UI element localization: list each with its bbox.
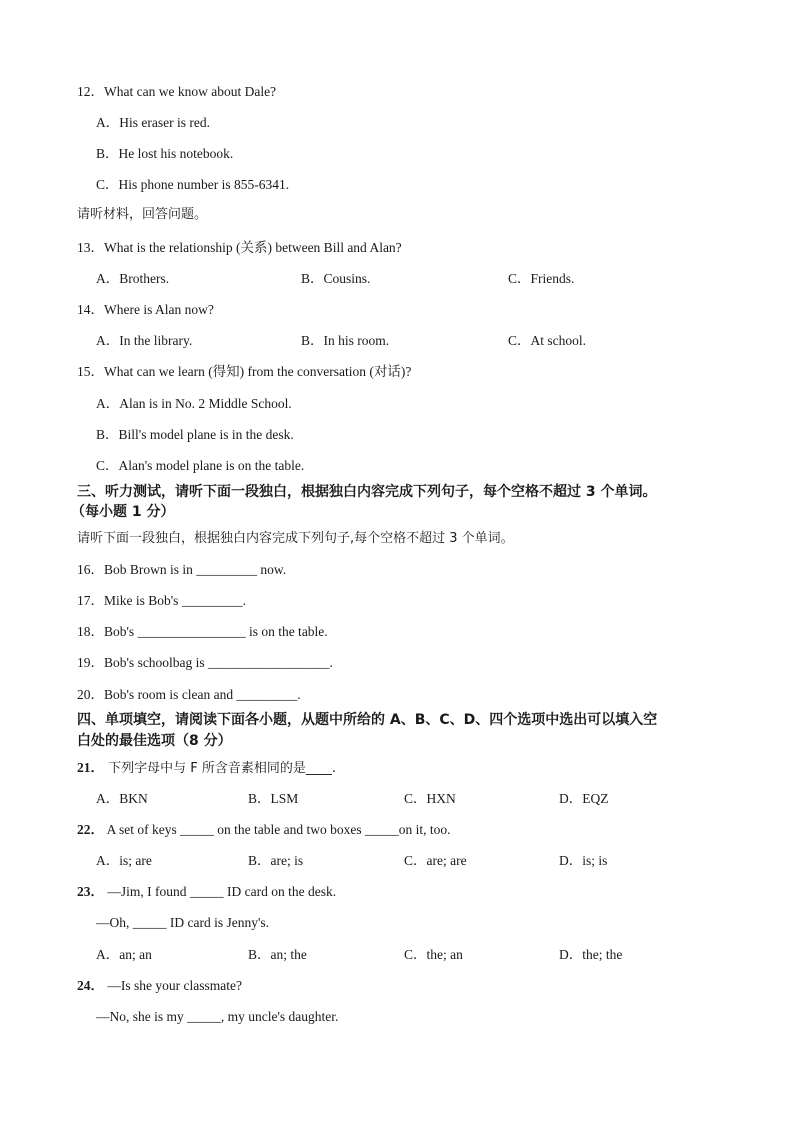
question-24-stem: —Is she your classmate? xyxy=(104,978,242,993)
question-12-stem: 12．What can we know about Dale? xyxy=(77,84,277,99)
question-22-option-a: A．is; are xyxy=(96,853,152,868)
question-15-option-c: C．Alan's model plane is on the table. xyxy=(96,458,305,473)
question-22-option-c: C．are; are xyxy=(404,853,467,868)
question-23-stem-line xyxy=(77,883,336,901)
question-23-number: 23． xyxy=(77,884,104,899)
question-12-option-b: B．He lost his notebook. xyxy=(96,146,234,161)
question-21-option-d: D．EQZ xyxy=(559,791,609,806)
question-21-stem-line xyxy=(77,759,336,778)
question-17: 17．Mike is Bob's _________. xyxy=(77,593,246,608)
question-24-number: 24． xyxy=(77,978,104,993)
question-14-stem: 14．Where is Alan now? xyxy=(77,302,214,317)
question-23-option-d: D．the; the xyxy=(559,947,623,962)
question-14-option-a: A．In the library. xyxy=(96,333,193,348)
section-4-heading-line1: 四、单项填空，请阅读下面各小题，从题中所给的 A、B、C、D、四个选项中选出可以填入空 xyxy=(77,712,658,728)
question-24-reply: —No, she is my _____, my uncle's daughter. xyxy=(96,1009,339,1024)
question-21-number: 21． xyxy=(77,760,104,775)
question-14-option-c: C．At school. xyxy=(508,333,587,348)
question-12-option-a: A．His eraser is red. xyxy=(96,115,210,130)
question-15-option-b: B．Bill's model plane is in the desk. xyxy=(96,427,294,442)
question-13-option-c: C．Friends. xyxy=(508,271,575,286)
question-21-option-a: A．BKN xyxy=(96,791,148,806)
question-23-option-a: A．an; an xyxy=(96,947,152,962)
question-22-stem-line xyxy=(77,821,450,839)
question-23-option-b: B．an; the xyxy=(248,947,307,962)
section-3-heading-line2: （每小题 1 分） xyxy=(71,504,175,520)
question-13-option-b: B．Cousins. xyxy=(301,271,371,286)
section-3-heading-line1: 三、听力测试，请听下面一段独白，根据独白内容完成下列句子，每个空格不超过 3 个单词。 xyxy=(77,484,657,500)
question-13-option-a: A．Brothers. xyxy=(96,271,170,286)
question-21-option-c: C．HXN xyxy=(404,791,456,806)
question-15-stem: 15．What can we learn (得知) from the conversation (对话)? xyxy=(77,364,412,379)
section-4-heading-line2: 白处的最佳选项（8 分） xyxy=(77,733,232,749)
question-13-stem: 13．What is the relationship (关系) between Bill and Alan? xyxy=(77,240,402,255)
question-15-option-a: A．Alan is in No. 2 Middle School. xyxy=(96,396,292,411)
question-21-stem: 下列字母中与 F 所含音素相同的是____. xyxy=(104,761,337,776)
question-16: 16．Bob Brown is in _________ now. xyxy=(77,562,287,577)
question-21-option-b: B．LSM xyxy=(248,791,299,806)
question-22-number: 22． xyxy=(77,822,104,837)
question-23-option-c: C．the; an xyxy=(404,947,463,962)
question-20: 20．Bob's room is clean and _________. xyxy=(77,687,301,702)
question-24-stem-line xyxy=(77,977,242,995)
question-12-option-c: C．His phone number is 855-6341. xyxy=(96,177,290,192)
question-23-stem: —Jim, I found _____ ID card on the desk. xyxy=(104,884,337,899)
question-18: 18．Bob's ________________ is on the table. xyxy=(77,624,328,639)
question-22-option-d: D．is; is xyxy=(559,853,608,868)
question-19: 19．Bob's schoolbag is __________________. xyxy=(77,655,333,670)
section-3-instruction: 请听下面一段独白，根据独白内容完成下列句子,每个空格不超过 3 个单词。 xyxy=(77,531,514,546)
question-22-stem: A set of keys _____ on the table and two boxes _____on it, too. xyxy=(104,822,451,837)
question-22-option-b: B．are; is xyxy=(248,853,304,868)
listen-instruction: 请听材料，回答问题。 xyxy=(77,207,208,222)
question-14-option-b: B．In his room. xyxy=(301,333,390,348)
question-23-reply: —Oh, _____ ID card is Jenny's. xyxy=(96,915,270,930)
